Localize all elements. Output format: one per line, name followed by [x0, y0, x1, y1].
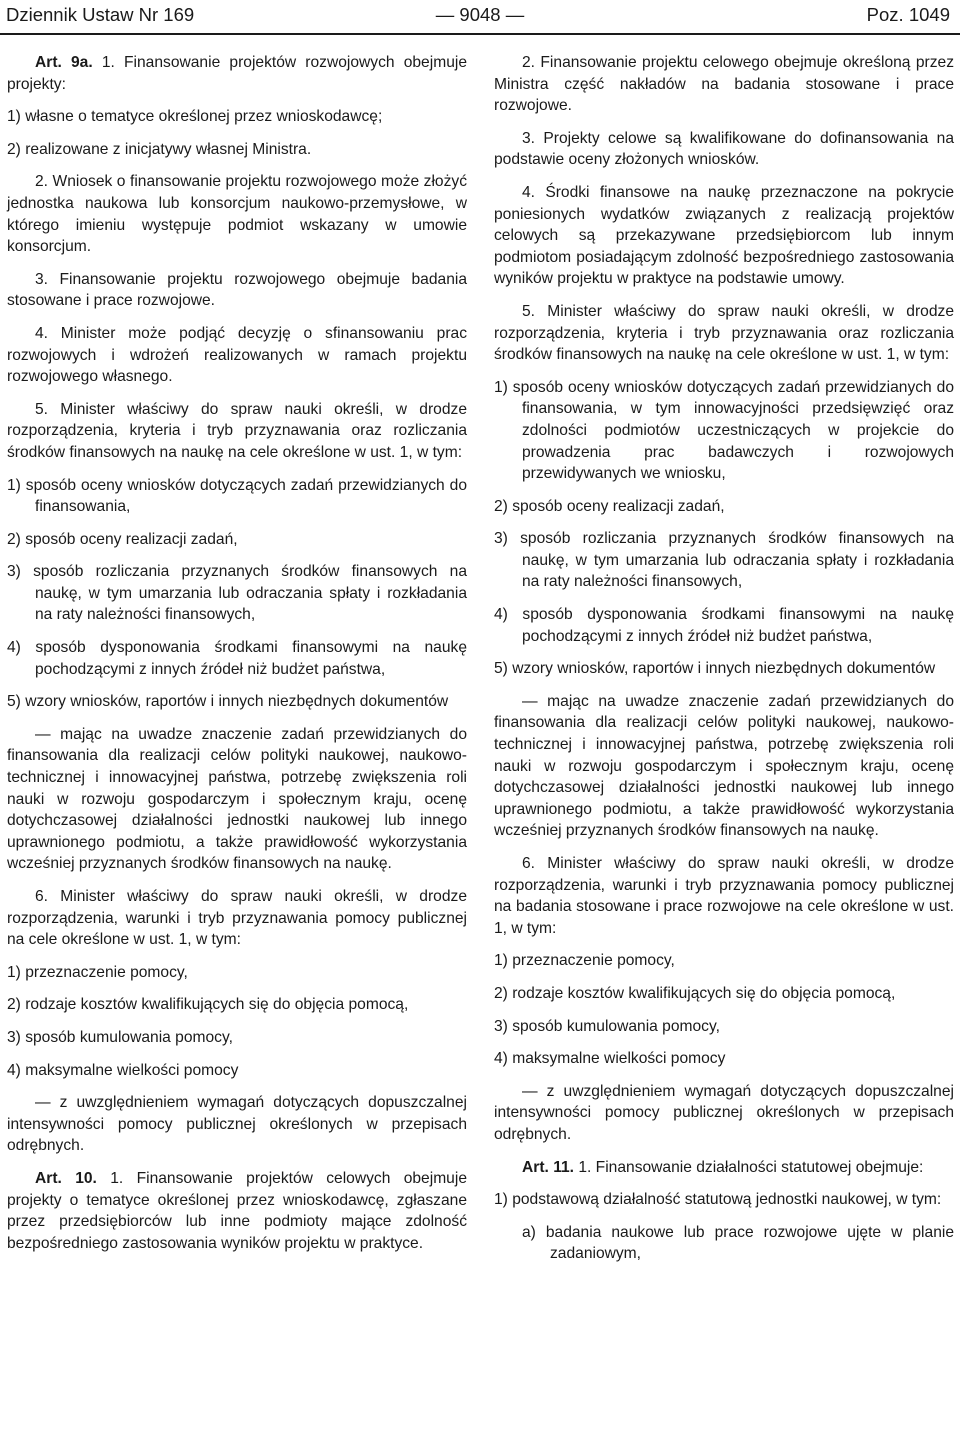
paragraph: 4. Środki finansowe na naukę przeznaczone na pokrycie poniesionych wydatków związanych z realizacją projektów celowych są przekazywane przedsiębiorcom lub innym podmiotom posiadającym zdolność bezpośredniego zastosowania wyników projektu w praktyce na podstawie umowy.	[494, 183, 954, 288]
art10-paragraph-1: Art. 10. 1. Finansowanie projektów celowych obejmuje projekty o tematyce określonej przez wnioskodawcę, zgłaszane przez przedsiębiorców lub inne podmioty mające zdolność bezpośredniego zastosowania wyników projektu w praktyce.	[7, 1169, 467, 1252]
page-number: — 9048 —	[435, 4, 525, 25]
sub-list-item: a) badania naukowe lub prace rozwojowe ujęte w planie zadaniowym,	[522, 1223, 954, 1263]
closing-clause: — z uwzględnieniem wymagań dotyczących dopuszczalnej intensywności pomocy publicznej określonych w przepisach odrębnych.	[7, 1094, 467, 1155]
list-item: 4) sposób dysponowania środkami finansowymi na naukę pochodzącymi z innych źródeł niż budżet państwa,	[7, 639, 467, 678]
closing-clause: — mając na uwadze znaczenie zadań przewidzianych do finansowania dla realizacji celów polityki naukowej, naukowo-technicznej i innowacyjnej państwa, potrzebę zwiększenia roli nauki w rozwoju gospodarczym i społecznym kraju, ocenę dotychczasowej działalności jednostki naukowej lub innego uprawnionego podmiotu, a także prawidłowość wykorzystania wcześniej przyznanych środków finansowych na naukę.	[494, 692, 954, 840]
paragraph: 3. Finansowanie projektu rozwojowego obejmuje badania stosowane i prace rozwojowe.	[7, 270, 467, 310]
paragraph: 2. Finansowanie projektu celowego obejmuje określoną przez Ministra część nakładów na badania stosowane i prace rozwojowe.	[494, 54, 954, 115]
list-item: 3) sposób kumulowania pomocy,	[494, 1017, 720, 1035]
list-item: 2) sposób oceny realizacji zadań,	[7, 530, 238, 548]
list-item: 1) przeznaczenie pomocy,	[7, 963, 188, 981]
paragraph: 6. Minister właściwy do spraw nauki określi, w drodze rozporządzenia, warunki i tryb przyznawania pomocy publicznej na cele określone w ust. 1, w tym:	[7, 888, 467, 949]
list-item: 2) rodzaje kosztów kwalifikujących się do objęcia pomocą,	[494, 984, 896, 1002]
left-column	[7, 52, 467, 1265]
list-item: 2) sposób oceny realizacji zadań,	[494, 497, 725, 515]
list-item: 1) przeznaczenie pomocy,	[494, 952, 675, 970]
closing-clause: — mając na uwadze znaczenie zadań przewidzianych do finansowania dla realizacji celów polityki naukowej, naukowo-technicznej i innowacyjnej państwa, potrzebę zwiększenia roli nauki w rozwoju gospodarczym i społecznym kraju, ocenę dotychczasowej działalności jednostki naukowej lub innego uprawnionego podmiotu, a także prawidłowość wykorzystania wcześniej przyznanych środków finansowych na naukę.	[7, 725, 467, 873]
list-item: 3) sposób kumulowania pomocy,	[7, 1028, 233, 1046]
list-item: 5) wzory wniosków, raportów i innych niezbędnych dokumentów	[494, 660, 936, 678]
list-item: 3) sposób rozliczania przyznanych środków finansowych na naukę, w tym umarzania lub odraczania spłaty i rozkładania na raty należności finansowych,	[7, 563, 467, 624]
list-item: 5) wzory wniosków, raportów i innych niezbędnych dokumentów	[7, 693, 449, 711]
journal-title: Dziennik Ustaw Nr 169	[6, 4, 195, 25]
paragraph: 6. Minister właściwy do spraw nauki określi, w drodze rozporządzenia, warunki i tryb przyznawania pomocy publicznej na badania stosowane i prace rozwojowe na cele określone w ust. 1, w tym:	[494, 855, 954, 937]
list-item: 4) maksymalne wielkości pomocy	[7, 1061, 239, 1079]
list-item: 3) sposób rozliczania przyznanych środków finansowych na naukę, w tym umarzania lub odraczania spłaty i rozkładania na raty należności finansowych,	[494, 530, 954, 591]
list-item: 1) podstawową działalność statutową jednostki naukowej, w tym:	[494, 1191, 942, 1209]
list-item: 1) własne o tematyce określonej przez wnioskodawcę;	[7, 108, 383, 126]
art11-paragraph-1: Art. 11. 1. Finansowanie działalności statutowej obejmuje:	[522, 1158, 924, 1176]
paragraph: 4. Minister może podjąć decyzję o sfinansowaniu prac rozwojowych i wdrożeń realizowanych w ramach projektu rozwojowego własnego.	[7, 324, 467, 386]
right-column	[494, 52, 954, 1276]
article-heading: Art. 10.	[35, 1169, 97, 1187]
list-item: 2) realizowane z inicjatywy własnej Ministra.	[7, 140, 312, 158]
paragraph: 3. Projekty celowe są kwalifikowane do dofinansowania na podstawie oceny złożonych wniosków.	[494, 129, 954, 169]
list-item: 1) sposób oceny wniosków dotyczących zadań przewidzianych do finansowania,	[7, 476, 467, 516]
paragraph: 5. Minister właściwy do spraw nauki określi, w drodze rozporządzenia, kryteria i tryb przyznawania oraz rozliczania środków finansowych na naukę na cele określone w ust. 1, w tym:	[7, 400, 467, 461]
paragraph: 5. Minister właściwy do spraw nauki określi, w drodze rozporządzenia, kryteria i tryb przyznawania oraz rozliczania środków finansowych na naukę na cele określone w ust. 1, w tym:	[494, 302, 954, 364]
header-divider	[0, 33, 960, 35]
list-item: 2) rodzaje kosztów kwalifikujących się do objęcia pomocą,	[7, 996, 409, 1014]
article-heading: Art. 11.	[522, 1158, 575, 1176]
art9a-paragraph-1: Art. 9a. 1. Finansowanie projektów rozwojowych obejmuje projekty:	[7, 54, 467, 93]
list-item: 4) sposób dysponowania środkami finansowymi na naukę pochodzącymi z innych źródeł niż budżet państwa,	[494, 606, 954, 645]
paragraph: 2. Wniosek o finansowanie projektu rozwojowego może złożyć jednostka naukowa lub konsorcjum naukowo-przemysłowe, w którego imieniu występuje podmiot wskazany w umowie konsorcjum.	[7, 173, 467, 256]
page-header	[0, 0, 960, 42]
closing-clause: — z uwzględnieniem wymagań dotyczących dopuszczalnej intensywności pomocy publicznej określonych w przepisach odrębnych.	[494, 1082, 954, 1143]
position-number: Poz. 1049	[866, 4, 950, 25]
list-item: 1) sposób oceny wniosków dotyczących zadań przewidzianych do finansowania, w tym innowacyjności przedsięwzięć oraz zdolności podmiotów uczestniczących w projekcie do prowadzenia prac badawczych i rozwojowych przewidywanych we wniosku,	[494, 378, 954, 483]
list-item: 4) maksymalne wielkości pomocy	[494, 1050, 726, 1068]
article-heading: Art. 9a.	[35, 54, 93, 71]
